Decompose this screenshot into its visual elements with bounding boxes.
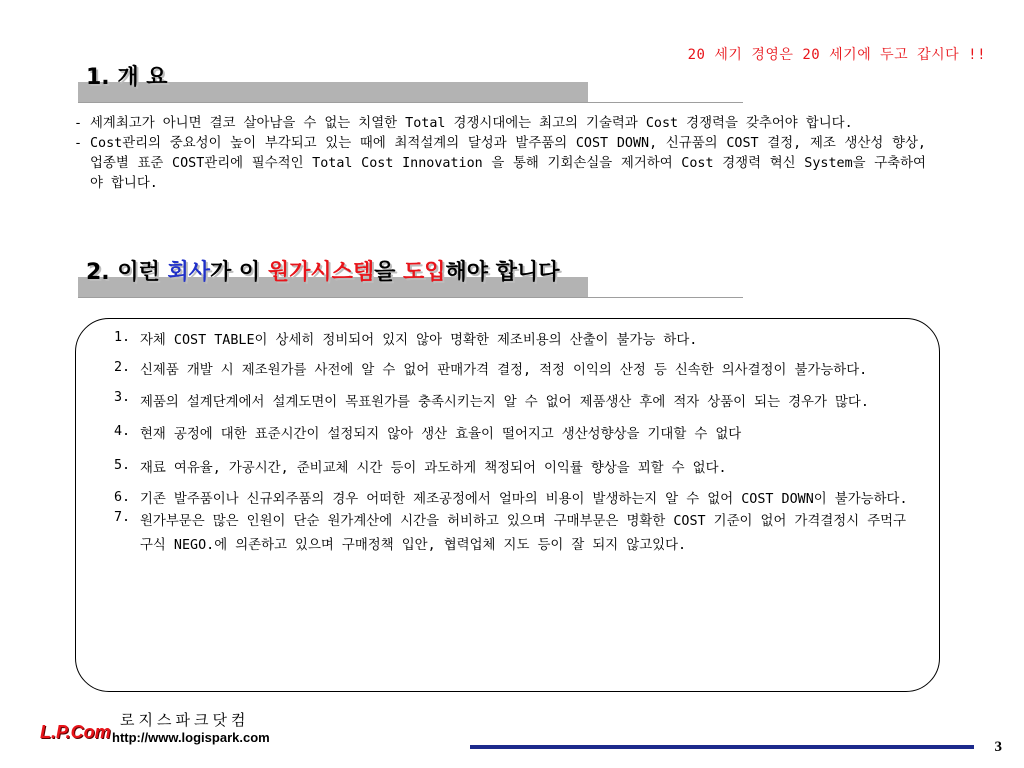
list-item: [114, 330, 914, 352]
intro-item: [66, 134, 926, 194]
title-highlight-adoption: 도입: [403, 260, 446, 285]
list-item-number: 6.: [114, 490, 131, 505]
list-item-text: 기존 발주품이나 신규외주품의 경우 어떠한 제조공정에서 얼마의 비용이 발생하는지 알 수 없어 COST DOWN이 불가능하다.: [140, 492, 908, 507]
footer-divider: [470, 745, 974, 749]
footer-url[interactable]: http://www.logispark.com: [112, 730, 270, 745]
tagline: 20 세기 경영은 20 세기에 두고 갑시다 !!: [687, 47, 986, 63]
section2-title: [86, 255, 559, 286]
list-item-number: 1.: [114, 330, 131, 345]
list-item-text: 원가부문은 많은 인원이 단순 원가계산에 시간을 허비하고 있으며 구매부문은 명확한 COST 기준이 없어 가격결정시 주먹구구식 NEGO.에 의존하고 있으며 구매정책 입안, 협력업체 지도 등이 잘 되지 않고있다.: [140, 514, 907, 553]
title-part: 2. 이런: [86, 260, 168, 285]
title-highlight-company: 회사: [167, 260, 211, 285]
list-item: [114, 510, 914, 558]
list-item: [114, 458, 914, 480]
list-item-number: 5.: [114, 458, 131, 473]
section1-heading-rule: [78, 102, 743, 103]
title-highlight-cost-system: 원가시스템: [267, 260, 375, 285]
intro-item: [66, 114, 926, 134]
section1-title: 1. 개 요: [86, 65, 168, 90]
company-logo: L.P.Com: [40, 722, 111, 742]
title-part: 해야 합니다: [445, 260, 560, 285]
bullet-dash: -: [73, 136, 83, 151]
list-item-text: 현재 공정에 대한 표준시간이 설정되지 않아 생산 효율이 떨어지고 생산성향상을 기대할 수 없다: [140, 427, 742, 442]
list-item: [114, 390, 914, 416]
list-item-text: 신제품 개발 시 제조원가를 사전에 알 수 없어 판매가격 결정, 적정 이익의 산정 등 신속한 의사결정이 불가능하다.: [140, 363, 868, 378]
list-item-text: 자체 COST TABLE이 상세히 정비되어 있지 않아 명확한 제조비용의 산출이 불가능 하다.: [140, 333, 698, 348]
reasons-list: [114, 330, 914, 566]
title-part: 을: [374, 260, 404, 285]
page-number: 3: [994, 739, 1002, 755]
title-part: 가 이: [210, 260, 268, 285]
list-item-text: 재료 여유율, 가공시간, 준비교체 시간 등이 과도하게 책정되어 이익률 향상을 꾀할 수 없다.: [140, 461, 727, 476]
list-item-number: 2.: [114, 360, 131, 375]
section2-heading-rule: [78, 297, 743, 298]
intro-item-text: Cost관리의 중요성이 높이 부각되고 있는 때에 최적설계의 달성과 발주품의 COST DOWN, 신규품의 COST 결정, 제조 생산성 향상, 업종별 표준 COST관리에 필수적인 Total Cost Innovation 을 통해 기회손실을 제거하여 Cost 경쟁력 혁신 System을 구축하여야 합니다.: [90, 136, 926, 191]
list-item: [114, 490, 914, 510]
list-item: [114, 360, 914, 382]
intro-item-text: 세계최고가 아니면 결코 살아남을 수 없는 치열한 Total 경쟁시대에는 최고의 기술력과 Cost 경쟁력을 갖추어야 합니다.: [90, 116, 853, 131]
list-item-number: 4.: [114, 424, 131, 439]
footer-brand-name: 로지스파크닷컴: [120, 711, 250, 729]
list-item-text: 제품의 설계단계에서 설계도면이 목표원가를 충족시키는지 알 수 없어 제품생산 후에 적자 상품이 되는 경우가 많다.: [140, 395, 869, 410]
list-item: [114, 424, 914, 446]
list-item-number: 7.: [114, 510, 131, 525]
bullet-dash: -: [73, 116, 83, 131]
list-item-number: 3.: [114, 390, 131, 405]
section1-intro: [66, 114, 926, 194]
